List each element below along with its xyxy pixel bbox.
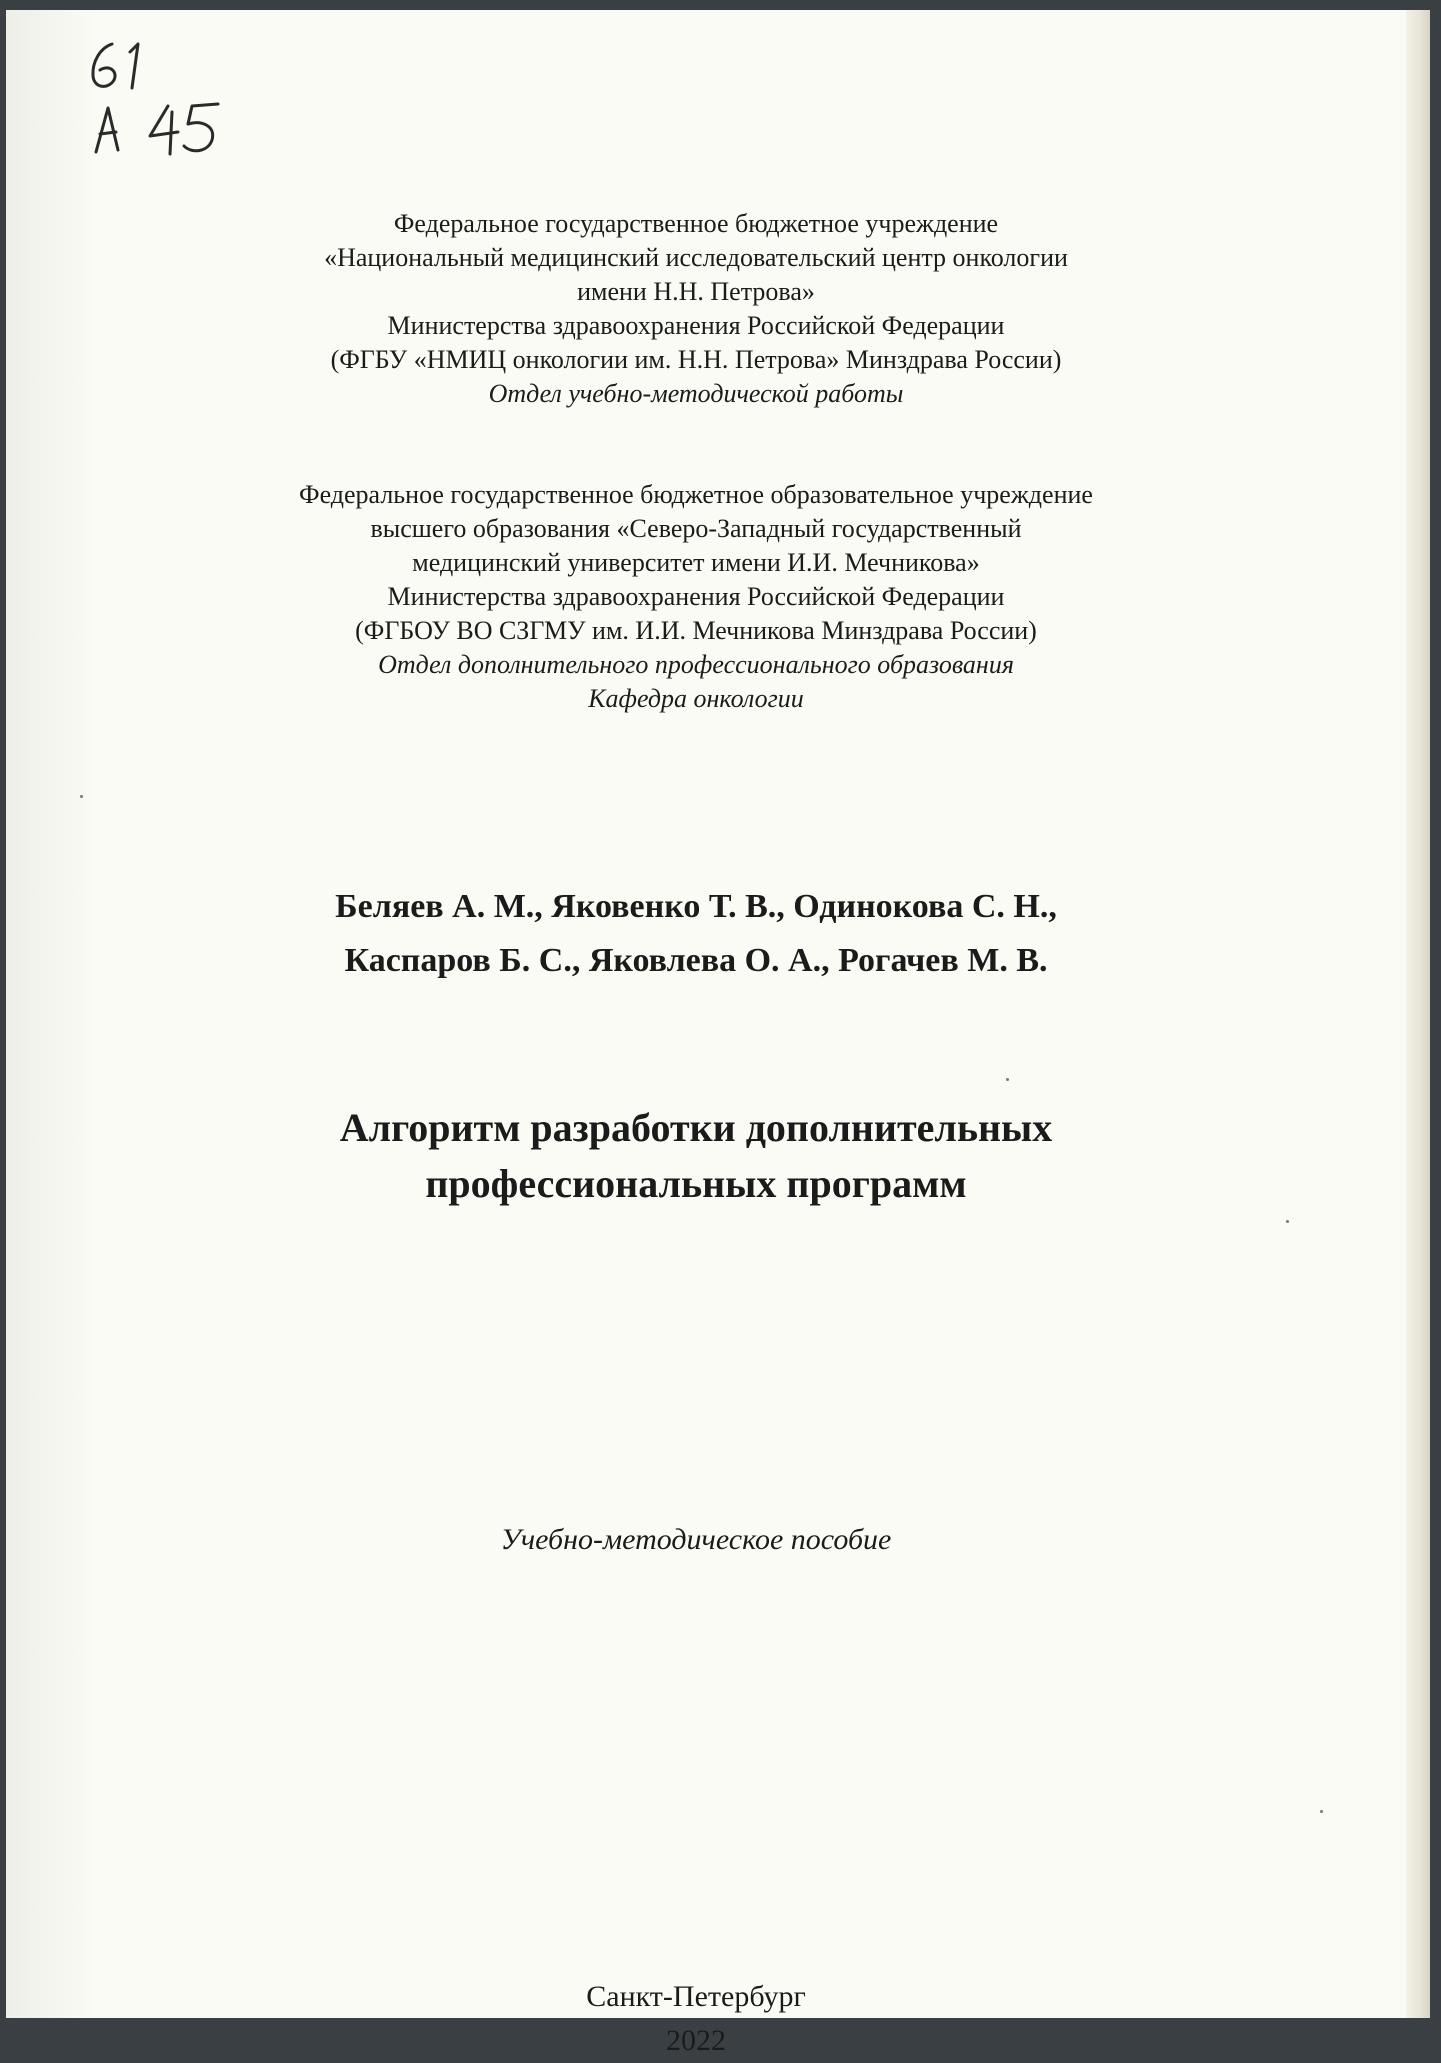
document-type: [6, 1520, 1386, 1560]
institution-2-department: Отдел дополнительного профессионального образования: [378, 650, 1014, 679]
institution-2-line: медицинский университет имени И.И. Мечникова»: [412, 548, 980, 577]
document-type-label: Учебно-методическое пособие: [500, 1523, 892, 1556]
authors-line: Беляев А. М., Яковенко Т. В., Одинокова С. Н.,: [335, 888, 1057, 925]
institution-1-line: (ФГБУ «НМИЦ онкологии им. Н.Н. Петрова» Минздрава России): [330, 345, 1062, 374]
book-title-line: Алгоритм разработки дополнительных: [339, 1105, 1053, 1150]
institution-2-line: (ФГБОУ ВО СЗГМУ им. И.И. Мечникова Минздрава России): [355, 616, 1037, 645]
scan-speck: [1006, 1078, 1009, 1081]
institution-1-line: Федеральное государственное бюджетное учреждение: [393, 209, 999, 238]
handwritten-shelf-mark-drawing: [78, 32, 258, 162]
book-title-line: профессиональных программ: [425, 1161, 967, 1206]
institution-1-line: имени Н.Н. Петрова»: [577, 277, 815, 306]
institution-2-line: Федеральное государственное бюджетное образовательное учреждение: [299, 480, 1093, 509]
institution-2-block: [6, 478, 1386, 716]
institution-1-line: Министерства здравоохранения Российской Федерации: [387, 311, 1005, 340]
scan-speck: [1286, 1220, 1289, 1223]
institution-1-line: «Национальный медицинский исследовательский центр онкологии: [324, 243, 1068, 272]
institution-1-department: Отдел учебно-методической работы: [488, 379, 904, 408]
scan-speck: [1320, 1810, 1323, 1813]
book-title: [6, 1100, 1386, 1212]
institution-2-line: высшего образования «Северо-Западный государственный: [370, 514, 1022, 543]
authors-line: Каспаров Б. С., Яковлева О. А., Рогачев М. В.: [344, 942, 1048, 979]
page-edge-shadow: [1406, 10, 1430, 2018]
imprint-year: 2022: [666, 2024, 726, 2057]
institution-1-block: [6, 207, 1386, 411]
institution-2-line: Министерства здравоохранения Российской Федерации: [387, 582, 1005, 611]
handwritten-shelf-mark: [78, 32, 258, 162]
imprint-block: [6, 1975, 1386, 2063]
imprint-city: Санкт-Петербург: [586, 1980, 806, 2013]
institution-2-chair: Кафедра онкологии: [588, 684, 804, 713]
title-page: [6, 10, 1430, 2057]
scan-top-border: [0, 0, 1441, 10]
authors-block: [6, 880, 1386, 988]
scan-speck: [80, 795, 83, 798]
